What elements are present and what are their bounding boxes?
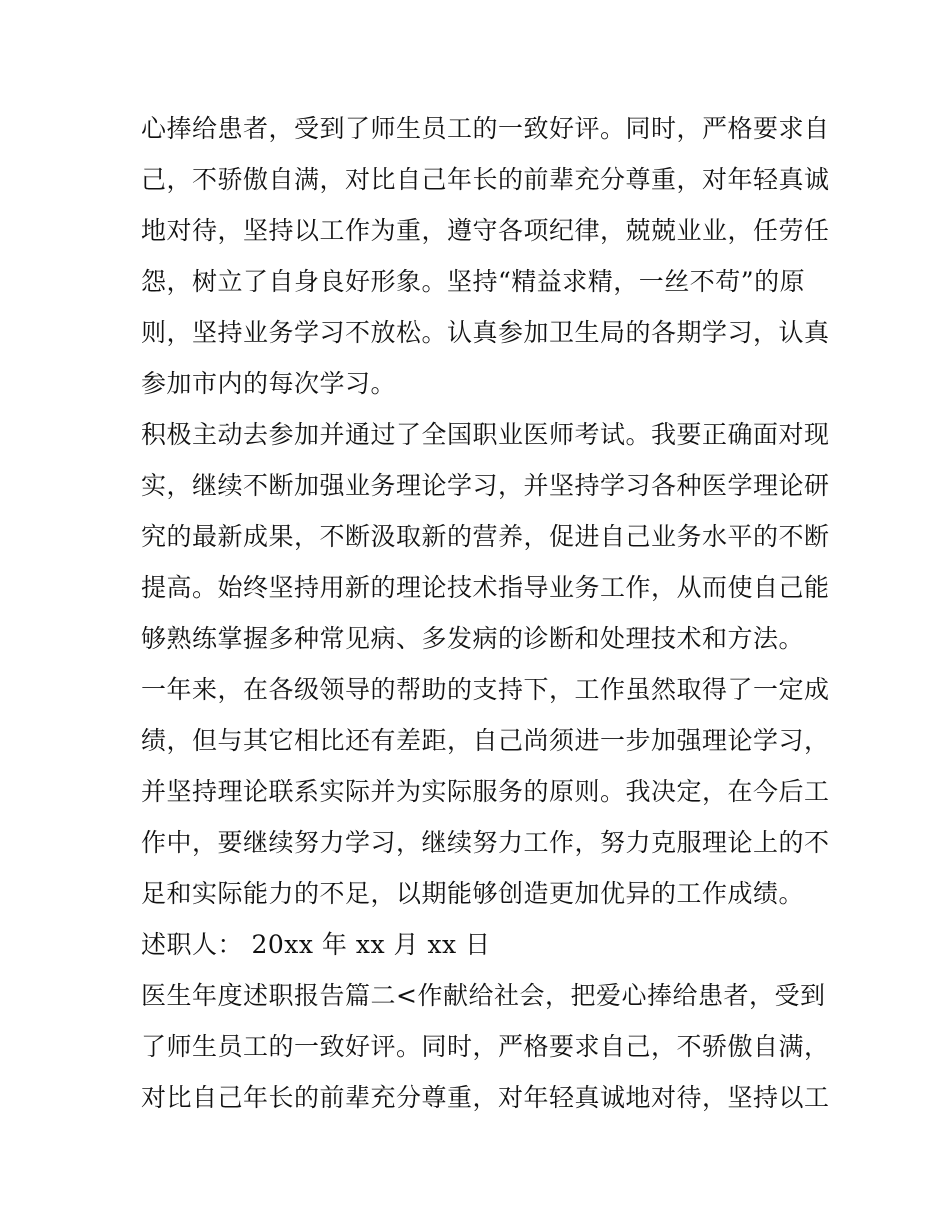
- text-line: 怨，树立了自身良好形象。坚持“精益求精，一丝不苟”的原: [141, 267, 806, 296]
- text-line: 则，坚持业务学习不放松。认真参加卫生局的各期学习，认真: [141, 318, 830, 347]
- text-line: 实，继续不断加强业务理论学习，并坚持学习各种医学理论研: [141, 471, 830, 500]
- text-line: 够熟练掌握多种常见病、多发病的诊断和处理技术和方法。: [141, 624, 805, 653]
- text-line: 医生年度述职报告篇二<作献给社会，把爱心捧给患者，受到: [141, 981, 826, 1010]
- text-line: 心捧给患者，受到了师生员工的一致好评。同时，严格要求自: [141, 114, 830, 143]
- text-line: 究的最新成果，不断汲取新的营养，促进自己业务水平的不断: [141, 522, 830, 551]
- text-line: 己，不骄傲自满，对比自己年长的前辈充分尊重，对年轻真诚: [141, 165, 830, 194]
- text-line: 积极主动去参加并通过了全国职业医师考试。我要正确面对现: [141, 420, 830, 449]
- text-line: 地对待，坚持以工作为重，遵守各项纪律，兢兢业业，任劳任: [141, 216, 830, 245]
- text-line: 对比自己年长的前辈充分尊重，对年轻真诚地对待，坚持以工: [141, 1083, 830, 1112]
- text-line: 一年来，在各级领导的帮助的支持下，工作虽然取得了一定成: [141, 675, 830, 704]
- text-line: 足和实际能力的不足，以期能够创造更加优异的工作成绩。: [141, 879, 805, 908]
- text-line: 并坚持理论联系实际并为实际服务的原则。我决定，在今后工: [141, 777, 830, 806]
- text-line: 提高。始终坚持用新的理论技术指导业务工作，从而使自己能: [141, 573, 830, 602]
- document-body: [141, 103, 830, 1123]
- text-line: 绩，但与其它相比还有差距，自己尚须进一步加强理论学习，: [141, 726, 830, 755]
- signature-line: 述职人： 20xx 年 xx 月 xx 日: [141, 930, 491, 959]
- text-line: 了师生员工的一致好评。同时，严格要求自己，不骄傲自满，: [141, 1032, 830, 1061]
- text-line: 参加市内的每次学习。: [141, 369, 397, 398]
- text-line: 作中，要继续努力学习，继续努力工作，努力克服理论上的不: [141, 828, 830, 857]
